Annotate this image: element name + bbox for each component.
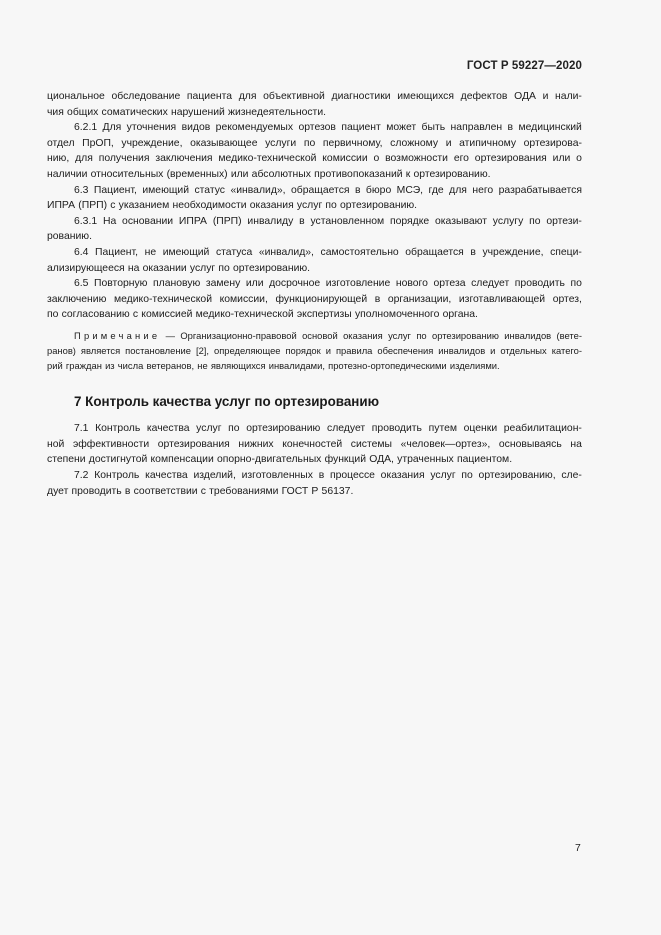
paragraph-cont [47,89,582,120]
note-block [47,329,582,373]
note-label: Примечание [74,329,161,341]
page-number: 7 [575,843,581,854]
paragraph-6-3 [47,183,582,214]
text-line: 6.4 Пациент, не имеющий статуса «инвалид», самостоятельно обращается в учреждение, специ- [74,246,582,258]
text-line: степени достигнутой компенсации опорно-двигательных функций ОДА, утраченных пациентом. [47,454,513,466]
text-line: 7.1 Контроль качества услуг по ортезированию следует проводить путем оценки реабилитацион- [74,423,582,435]
section-7-title: 7 Контроль качества услуг по ортезированию [74,394,380,410]
text-line: чия общих соматических нарушений жизнедеятельности. [47,106,327,118]
text-line: циональное обследование пациента для объективной диагностики имеющихся дефектов ОДА и нали- [47,91,582,102]
text-line: 6.3 Пациент, имеющий статус «инвалид», обращается в бюро МСЭ, где для него разрабатывается [74,184,582,196]
text-line: дует проводить в соответствии с требованиями ГОСТ Р 56137. [47,485,354,497]
paragraph-6-3-1 [47,214,582,245]
paragraph-6-4 [47,245,582,276]
text-line: заключению медико-технической комиссии, функционирующей в организации, изготавливающей ортез, [47,293,582,305]
text-line: ИПРА (ПРП) с указанием необходимости оказания услуг по ортезированию. [47,200,418,212]
text-line: наличии относительных (временных) или абсолютных противопоказаний к ортезированию. [47,168,491,180]
paragraph-7-2 [47,468,582,499]
document-header-id: ГОСТ Р 59227—2020 [466,60,582,72]
text-line: 6.3.1 На основании ИПРА (ПРП) инвалиду в установленном порядке оказывают услугу по ортези- [74,215,582,227]
text-line: отдел ПрОП, учреждение, оказывающее услуги по первичному, сложному и атипичному ортезирова- [47,137,582,149]
text-line: рованию. [47,231,92,243]
text-line: 6.2.1 Для уточнения видов рекомендуемых ортезов пациент может быть направлен в медицинский [74,122,582,134]
text-line: 6.5 Повторную плановую замену или досрочное изготовление нового ортеза следует проводить по [74,278,582,290]
text-line: ализирующееся на оказании услуг по ортезированию. [47,262,311,274]
text-line: 7.2 Контроль качества изделий, изготовленных в процессе оказания услуг по ортезированию, сле- [74,470,582,482]
text-line: рий граждан из числа ветеранов, не являющихся инвалидами, протезно-ортопедическими изделиями. [47,359,500,371]
section-6-continuation [47,89,582,323]
text-line: ной эффективности ортезирования нижних конечностей системы «человек—ортез», основываясь на [47,438,582,450]
section-7-body [47,421,582,499]
text-line: нию, для получения заключения медико-технической комиссии о возможности его ортезирования или о [47,153,582,165]
page-content [47,89,582,499]
paragraph-6-2-1 [47,120,582,182]
paragraph-7-1 [47,421,582,468]
text-line: Примечание — Организационно-правовой основой оказания услуг по ортезированию инвалидов (вете- [74,329,582,341]
text-line: по согласованию с комиссией медико-технической экспертизы уполномоченного органа. [47,309,478,321]
text-line: ранов) является постановление [2], определяющее порядок и правила обеспечения инвалидов и отдельных катего- [47,344,582,356]
paragraph-6-5 [47,276,582,323]
